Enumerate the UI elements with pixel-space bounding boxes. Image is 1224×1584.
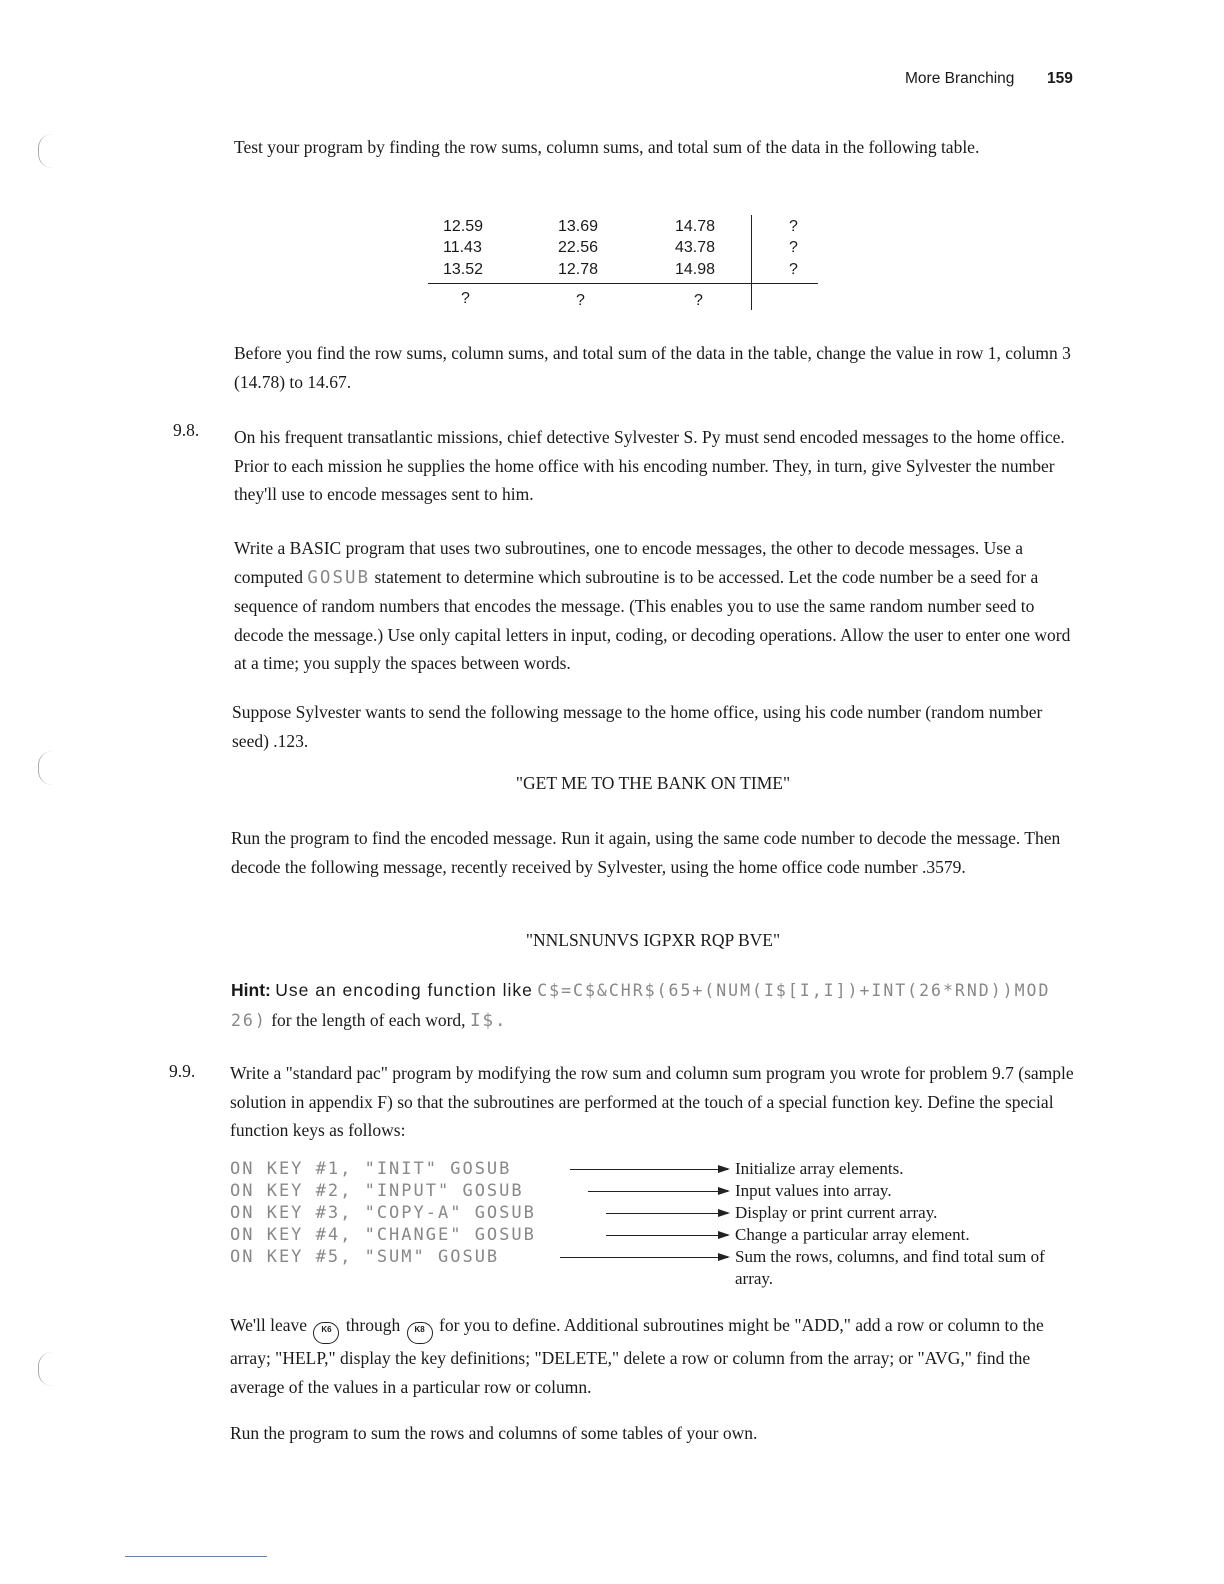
test-paragraph: Test your program by finding the row sums, column sums, and total sum of the data in the following table. <box>234 137 980 157</box>
hint-code: C$=C$&CHR$(65+(NUM(I$[I,I])+INT(26*RND))MOD 26) <box>231 981 1051 1030</box>
table-cell: 13.52 <box>443 261 484 278</box>
problem-number: 9.9. <box>169 1061 196 1081</box>
before-paragraph: Before you find the row sums, column sums, and total sum of the data in the table, change the value in row 1, column 3 (14.78) to 14.67. <box>234 343 1071 392</box>
key-code: ON KEY #1, "INIT" GOSUB <box>230 1159 512 1179</box>
key-description: Initialize array elements. <box>735 1159 904 1178</box>
table-horizontal-rule <box>428 283 818 284</box>
paragraph-text: We'll leave <box>230 1315 308 1335</box>
table-cell: ? <box>789 239 798 256</box>
paragraph-text: Write a BASIC program that uses two subroutines, one to encode messages, the other to decode messages. Use a computed <box>234 538 1024 587</box>
key-definition-row <box>230 1181 1090 1203</box>
key-description: Display or print current array. <box>735 1203 938 1222</box>
key-code: ON KEY #2, "INPUT" GOSUB <box>230 1181 524 1201</box>
problem-number: 9.8. <box>173 420 200 440</box>
arrow-icon <box>588 1191 728 1192</box>
arrow-icon <box>606 1235 728 1236</box>
hint-label: Hint: <box>231 980 271 1000</box>
function-key-k6-icon: K6 <box>313 1322 339 1344</box>
key-description: Sum the rows, columns, and find total sum of array. <box>735 1247 1045 1288</box>
margin-mark <box>38 751 53 785</box>
arrow-icon <box>570 1169 728 1170</box>
table-total-cell: ? <box>461 290 470 307</box>
table-total-cell: ? <box>694 292 703 309</box>
table-cell: 12.78 <box>558 261 599 278</box>
key-definition-row <box>230 1247 1090 1288</box>
table-cell: ? <box>789 218 798 235</box>
hint-text: for the length of each word, <box>271 1009 466 1030</box>
key-code: ON KEY #3, "COPY-A" GOSUB <box>230 1203 536 1223</box>
key-code: ON KEY #5, "SUM" GOSUB <box>230 1247 500 1267</box>
table-cell: 22.56 <box>558 239 599 256</box>
table-cell: 14.98 <box>675 261 716 278</box>
footer-rule <box>125 1556 267 1557</box>
final-paragraph: Run the program to sum the rows and columns of some tables of your own. <box>230 1423 758 1443</box>
key-description: Input values into array. <box>735 1181 892 1200</box>
key-definition-row <box>230 1203 1090 1225</box>
page-number: 159 <box>1047 70 1073 87</box>
hint-code: I$. <box>469 1010 508 1031</box>
paragraph-text: statement to determine which subroutine is to be accessed. Let the code number be a seed for a sequence of random numbers that encodes the message. (This enables you to use the same random number seed to decode the message.) Use only capital letters in input, coding, or decoding operations. Allow the user to enter one word at a time; you supply the spaces between words. <box>234 566 1071 673</box>
encoded-message-example: "GET ME TO THE BANK ON TIME" <box>515 773 791 793</box>
problem-9-9-paragraph-2 <box>230 1311 1075 1401</box>
key-description: Change a particular array element. <box>735 1225 970 1244</box>
paragraph-text: through <box>345 1315 401 1335</box>
inline-code: GOSUB <box>307 567 371 588</box>
table-cell: ? <box>789 261 798 278</box>
key-definition-row <box>230 1225 1090 1247</box>
running-header-title: More Branching <box>905 70 1015 87</box>
hint-text: Use an encoding function like <box>275 980 533 1000</box>
table-cell: 43.78 <box>675 239 716 256</box>
problem-9-8-paragraph-2 <box>234 534 1074 678</box>
table-cell: 11.43 <box>443 239 482 256</box>
arrow-icon <box>606 1213 728 1214</box>
table-cell: 12.59 <box>443 218 484 235</box>
table-cell: 14.78 <box>675 218 716 235</box>
table-cell: 13.69 <box>558 218 599 235</box>
problem-9-8-paragraph-1: On his frequent transatlantic missions, chief detective Sylvester S. Py must send encoded messages to the home office. Prior to each mission he supplies the home office with his encoding number. They, in turn, give Sylvester the number they'll use to encode messages sent to him. <box>234 427 1065 504</box>
table-vertical-rule <box>751 215 752 310</box>
problem-9-8-paragraph-3: Suppose Sylvester wants to send the following message to the home office, using his code number (random number seed) .123. <box>232 702 1043 751</box>
margin-mark <box>38 1352 53 1386</box>
arrow-icon <box>560 1257 728 1258</box>
function-key-k8-icon: K8 <box>407 1322 433 1344</box>
problem-9-8-paragraph-4: Run the program to find the encoded message. Run it again, using the same code number to decode the message. Then decode the following message, recently received by Sylvester, using the home office code number .3579. <box>231 828 1061 877</box>
margin-mark <box>38 134 53 168</box>
table-total-cell: ? <box>576 292 585 309</box>
problem-9-9-paragraph-1: Write a "standard pac" program by modifying the row sum and column sum program you wrote for problem 9.7 (sample solution in appendix F) so that the subroutines are performed at the touch of a special function key. Define the special function keys as follows: <box>230 1063 1074 1140</box>
key-code: ON KEY #4, "CHANGE" GOSUB <box>230 1225 536 1245</box>
paragraph-text: for you to define. Additional subroutines might be "ADD," add a row or column to the array; "HELP," display the key definitions; "DELETE," delete a row or column from the array; or "AVG," find the average of the values in a particular row or column. <box>230 1315 1044 1397</box>
hint-paragraph <box>231 976 1076 1035</box>
encoded-message-received: "NNLSNUNVS IGPXR RQP BVE" <box>525 930 781 950</box>
key-definition-row <box>230 1159 1090 1181</box>
